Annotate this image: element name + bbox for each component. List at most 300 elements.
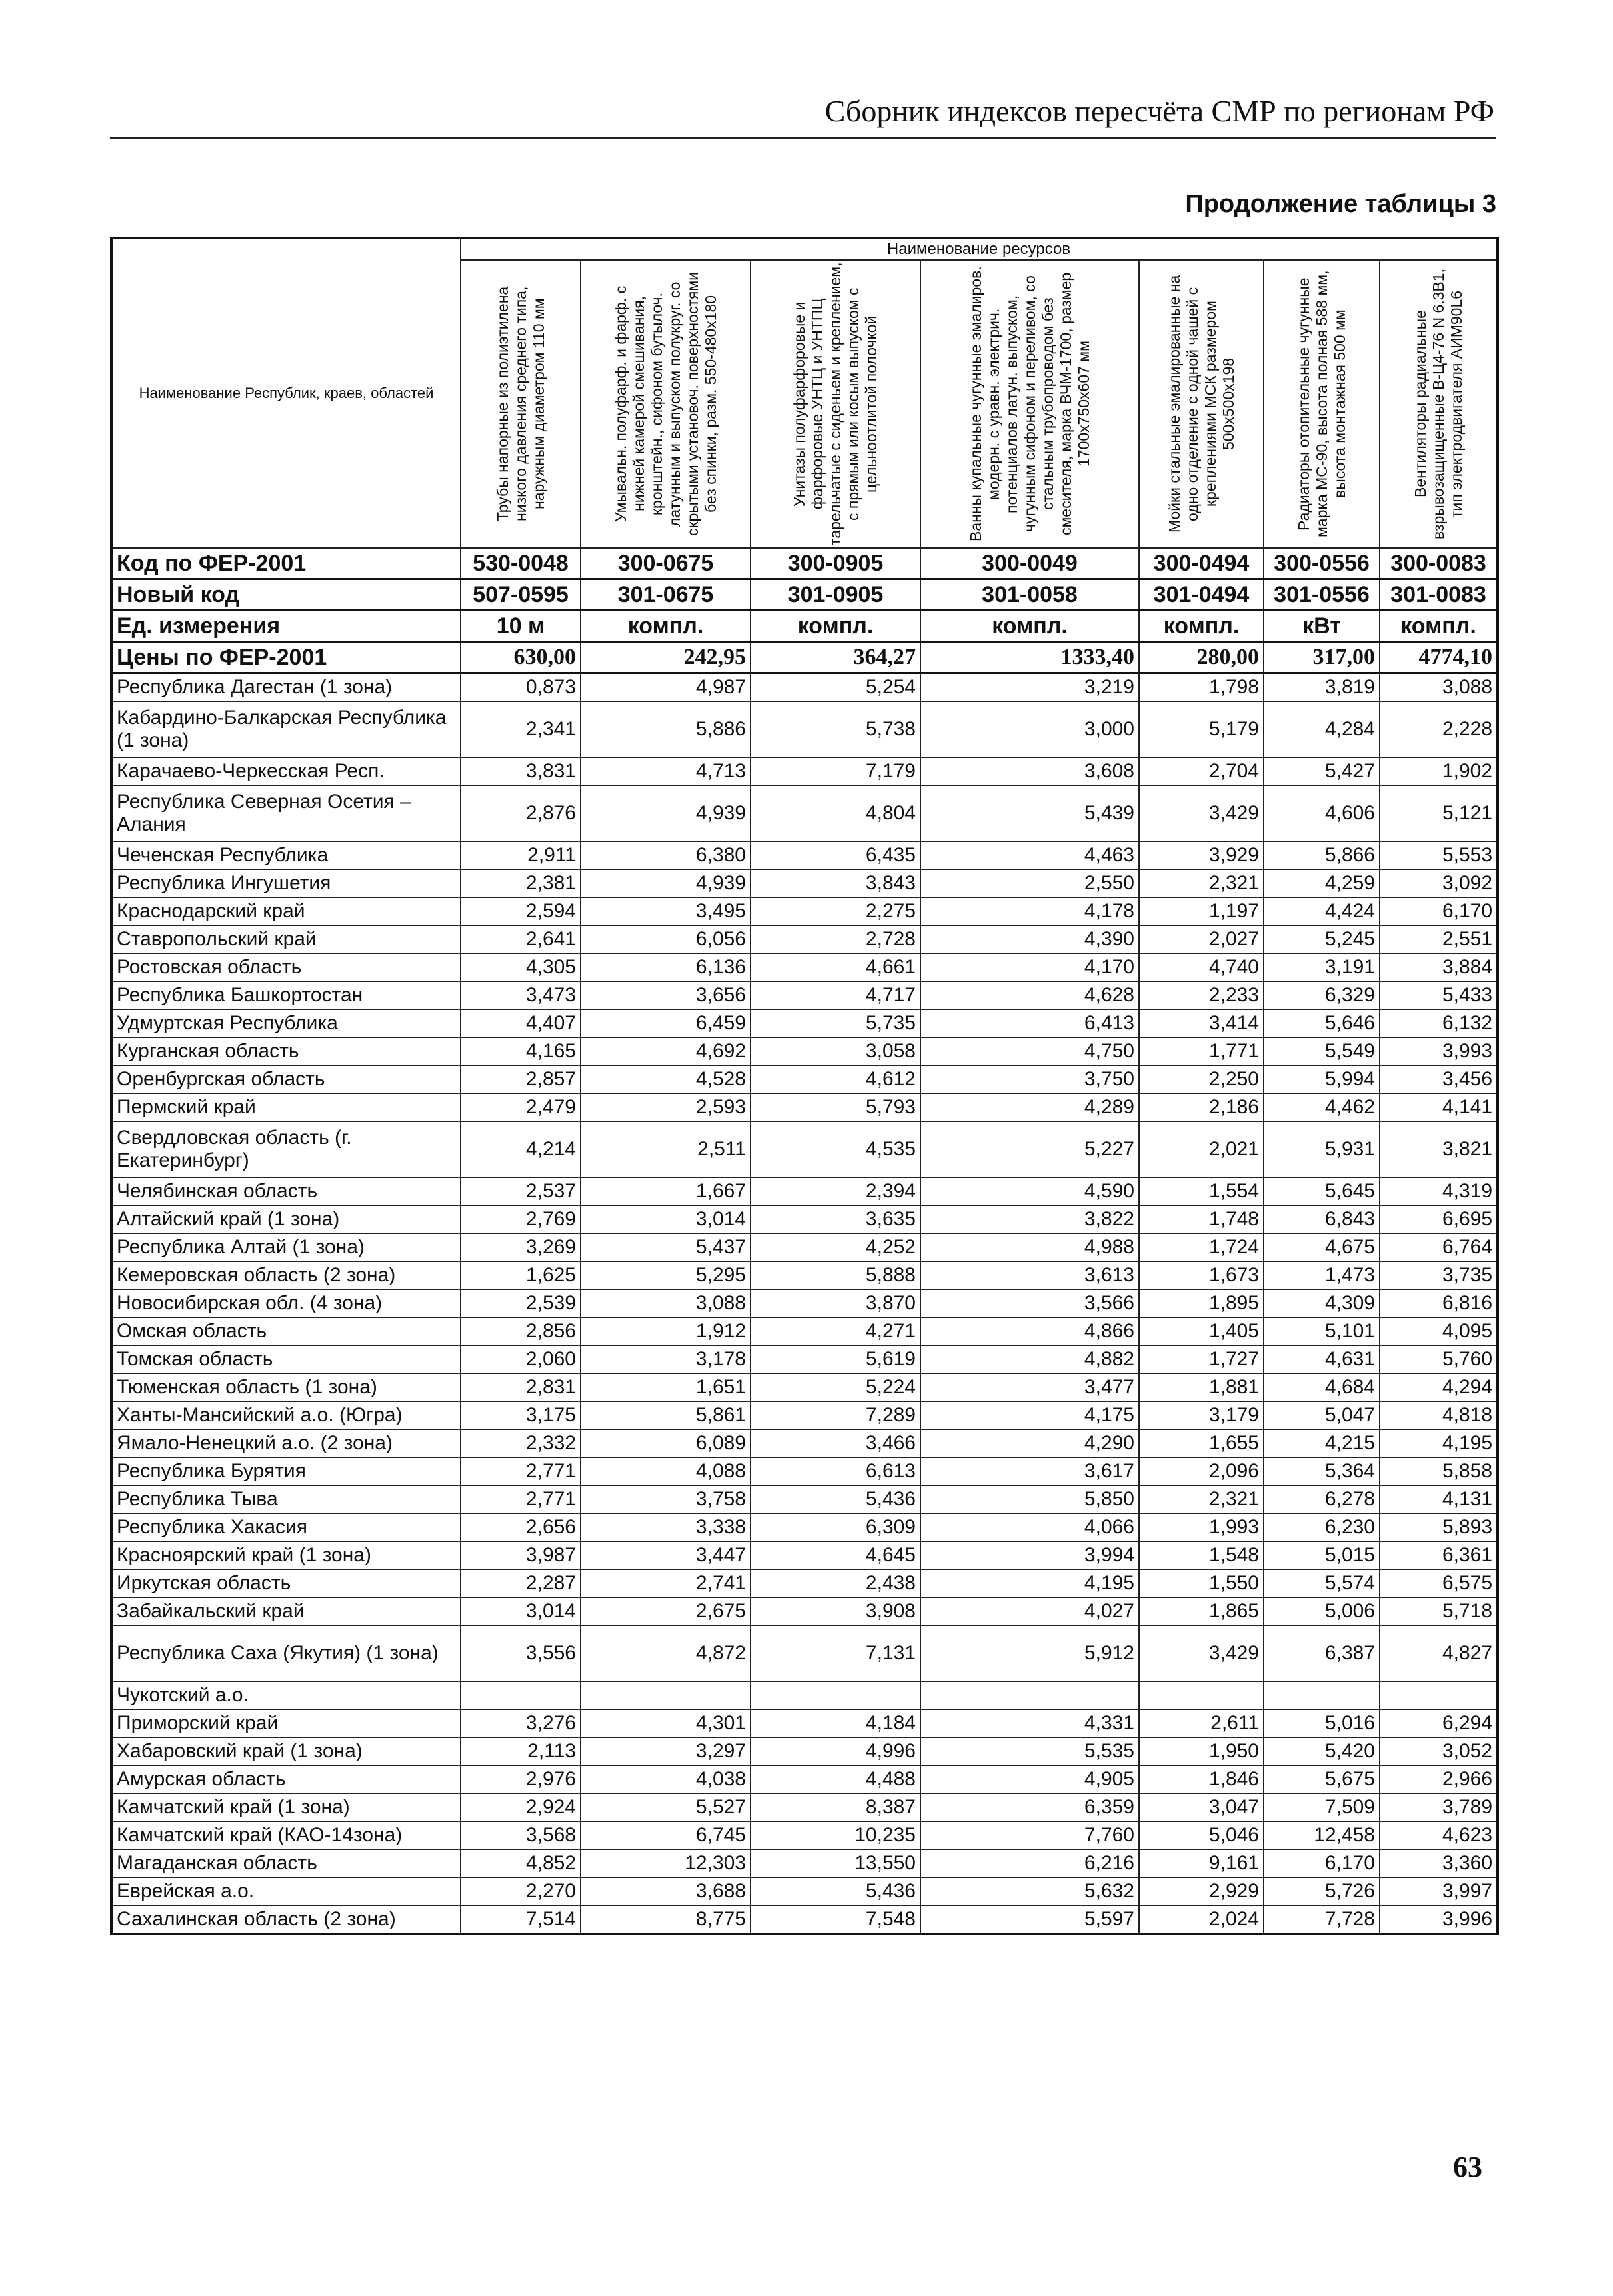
index-value: 4,038	[581, 1765, 751, 1793]
index-value: 2,741	[581, 1569, 751, 1597]
index-value: 4,463	[920, 841, 1139, 869]
index-value: 3,617	[920, 1457, 1139, 1485]
index-value: 1,651	[581, 1373, 751, 1401]
table-row	[111, 869, 1498, 897]
table-row	[111, 953, 1498, 981]
index-value: 4,294	[1380, 1373, 1498, 1401]
index-value: 3,821	[1380, 1121, 1498, 1177]
table-continuation-title: Продолжение таблицы 3	[1185, 190, 1496, 218]
table-row	[111, 1065, 1498, 1093]
index-value	[920, 1681, 1139, 1709]
region-name: Чукотский а.о.	[111, 1681, 461, 1709]
code-cell: компл.	[1139, 611, 1264, 642]
index-value: 7,760	[920, 1821, 1139, 1849]
index-value: 2,539	[461, 1289, 581, 1317]
index-value: 4,027	[920, 1597, 1139, 1625]
index-value: 1,865	[1139, 1597, 1264, 1625]
index-value: 4,818	[1380, 1401, 1498, 1429]
index-value: 2,021	[1139, 1121, 1264, 1177]
index-value: 3,819	[1264, 673, 1380, 702]
index-value: 4,175	[920, 1401, 1139, 1429]
index-value: 10,235	[751, 1821, 920, 1849]
index-value: 3,656	[581, 981, 751, 1009]
table-row	[111, 981, 1498, 1009]
index-value: 4,289	[920, 1093, 1139, 1121]
index-value: 3,994	[920, 1541, 1139, 1569]
index-value: 4,141	[1380, 1093, 1498, 1121]
index-value: 3,058	[751, 1037, 920, 1065]
index-value: 5,858	[1380, 1457, 1498, 1485]
index-value: 2,381	[461, 869, 581, 897]
index-value: 1,197	[1139, 897, 1264, 925]
region-name: Тюменская область (1 зона)	[111, 1373, 461, 1401]
index-value: 5,619	[751, 1345, 920, 1373]
index-value: 3,456	[1380, 1065, 1498, 1093]
index-value: 2,511	[581, 1121, 751, 1177]
index-value: 5,735	[751, 1009, 920, 1037]
index-value: 2,394	[751, 1177, 920, 1205]
index-value: 3,088	[1380, 673, 1498, 702]
index-value: 2,537	[461, 1177, 581, 1205]
index-value: 4,684	[1264, 1373, 1380, 1401]
region-name: Республика Башкортостан	[111, 981, 461, 1009]
region-name: Хабаровский край (1 зона)	[111, 1737, 461, 1765]
index-value: 2,233	[1139, 981, 1264, 1009]
index-value: 6,089	[581, 1429, 751, 1457]
index-value: 4,882	[920, 1345, 1139, 1373]
index-value: 3,473	[461, 981, 581, 1009]
region-name: Ямало-Ненецкий а.о. (2 зона)	[111, 1429, 461, 1457]
code-cell: 300-0049	[920, 548, 1139, 579]
index-value: 6,056	[581, 925, 751, 953]
index-value: 7,514	[461, 1905, 581, 1934]
table-row	[111, 1877, 1498, 1905]
index-value: 3,175	[461, 1401, 581, 1429]
index-value: 3,566	[920, 1289, 1139, 1317]
table-row	[111, 1429, 1498, 1457]
resource-column-header	[1380, 260, 1498, 548]
index-value: 3,014	[461, 1597, 581, 1625]
index-value: 3,613	[920, 1261, 1139, 1289]
index-value: 1,771	[1139, 1037, 1264, 1065]
region-name: Кабардино-Балкарская Республика (1 зона)	[111, 701, 461, 757]
index-value: 2,438	[751, 1569, 920, 1597]
code-cell: 4774,10	[1380, 642, 1498, 673]
index-value: 4,165	[461, 1037, 581, 1065]
index-value: 5,121	[1380, 785, 1498, 841]
index-value: 4,271	[751, 1317, 920, 1345]
region-name: Амурская область	[111, 1765, 461, 1793]
index-value: 5,675	[1264, 1765, 1380, 1793]
index-value: 2,479	[461, 1093, 581, 1121]
region-name: Республика Ингушетия	[111, 869, 461, 897]
index-value: 2,551	[1380, 925, 1498, 953]
page-number: 63	[1453, 2151, 1482, 2183]
index-value: 2,769	[461, 1205, 581, 1233]
region-name: Ставропольский край	[111, 925, 461, 953]
index-value: 4,488	[751, 1765, 920, 1793]
region-name: Свердловская область (г. Екатеринбург)	[111, 1121, 461, 1177]
index-value: 2,728	[751, 925, 920, 953]
table-row	[111, 1261, 1498, 1289]
index-value: 3,750	[920, 1065, 1139, 1093]
index-value: 4,331	[920, 1709, 1139, 1737]
index-value: 5,645	[1264, 1177, 1380, 1205]
code-cell: 242,95	[581, 642, 751, 673]
index-value: 3,870	[751, 1289, 920, 1317]
table-row	[111, 1289, 1498, 1317]
index-value: 3,414	[1139, 1009, 1264, 1037]
index-value: 2,228	[1380, 701, 1498, 757]
index-value: 5,046	[1139, 1821, 1264, 1849]
table-row	[111, 1709, 1498, 1737]
index-value: 1,950	[1139, 1737, 1264, 1765]
code-cell: компл.	[920, 611, 1139, 642]
table-row	[111, 1849, 1498, 1877]
row-label: Код по ФЕР-2001	[111, 548, 461, 579]
code-cell: 301-0083	[1380, 579, 1498, 611]
index-value: 4,252	[751, 1233, 920, 1261]
index-value: 5,549	[1264, 1037, 1380, 1065]
index-value: 3,191	[1264, 953, 1380, 981]
table-row	[111, 1373, 1498, 1401]
index-value: 3,088	[581, 1289, 751, 1317]
region-name: Забайкальский край	[111, 1597, 461, 1625]
index-value: 5,646	[1264, 1009, 1380, 1037]
table-row	[111, 1737, 1498, 1765]
index-value: 1,550	[1139, 1569, 1264, 1597]
row-label: Цены по ФЕР-2001	[111, 642, 461, 673]
index-value: 12,458	[1264, 1821, 1380, 1849]
index-value: 1,895	[1139, 1289, 1264, 1317]
table-row	[111, 673, 1498, 702]
index-value: 2,771	[461, 1485, 581, 1513]
index-value: 4,195	[920, 1569, 1139, 1597]
index-value: 2,275	[751, 897, 920, 925]
code-cell: компл.	[581, 611, 751, 642]
row-label: Ед. измерения	[111, 611, 461, 642]
index-value: 3,447	[581, 1541, 751, 1569]
index-value: 5,738	[751, 701, 920, 757]
table-row	[111, 1821, 1498, 1849]
region-name: Ростовская область	[111, 953, 461, 981]
index-value: 1,655	[1139, 1429, 1264, 1457]
table-row	[111, 1037, 1498, 1065]
index-value: 3,688	[581, 1877, 751, 1905]
index-value: 1,798	[1139, 673, 1264, 702]
resource-column-header	[461, 260, 581, 548]
region-name: Сахалинская область (2 зона)	[111, 1905, 461, 1934]
index-value: 6,132	[1380, 1009, 1498, 1037]
index-value: 2,113	[461, 1737, 581, 1765]
region-name: Республика Саха (Якутия) (1 зона)	[111, 1625, 461, 1681]
index-value: 5,439	[920, 785, 1139, 841]
index-value: 3,052	[1380, 1737, 1498, 1765]
code-cell: 300-0083	[1380, 548, 1498, 579]
index-value: 3,987	[461, 1541, 581, 1569]
table-row	[111, 1093, 1498, 1121]
index-value: 3,178	[581, 1345, 751, 1373]
table-row	[111, 1569, 1498, 1597]
index-value: 4,088	[581, 1457, 751, 1485]
index-value: 5,047	[1264, 1401, 1380, 1429]
index-value	[581, 1681, 751, 1709]
index-value: 7,179	[751, 757, 920, 785]
resource-name: Трубы напорные из полиэтилена низкого давления среднего типа, наружным диаметром 110 мм	[493, 286, 547, 522]
index-value: 2,675	[581, 1597, 751, 1625]
index-value: 7,548	[751, 1905, 920, 1934]
index-value: 4,852	[461, 1849, 581, 1877]
index-value: 2,250	[1139, 1065, 1264, 1093]
index-value: 4,623	[1380, 1821, 1498, 1849]
index-value: 2,911	[461, 841, 581, 869]
table-row	[111, 1625, 1498, 1681]
index-value: 6,216	[920, 1849, 1139, 1877]
code-cell: 301-0058	[920, 579, 1139, 611]
index-value: 3,758	[581, 1485, 751, 1513]
index-value: 4,424	[1264, 897, 1380, 925]
index-value	[461, 1681, 581, 1709]
index-value: 5,527	[581, 1793, 751, 1821]
index-value: 3,608	[920, 757, 1139, 785]
index-value: 3,495	[581, 897, 751, 925]
index-value: 4,301	[581, 1709, 751, 1737]
index-value: 2,924	[461, 1793, 581, 1821]
table-row	[111, 1401, 1498, 1429]
index-value: 3,735	[1380, 1261, 1498, 1289]
resource-name: Вентиляторы радиальные взрывозащищенные В-Ц4-76 N 6.3В1, тип электродвигателя АИМ90L6	[1411, 269, 1465, 539]
index-value: 3,047	[1139, 1793, 1264, 1821]
index-value: 3,466	[751, 1429, 920, 1457]
index-value: 2,966	[1380, 1765, 1498, 1793]
index-value: 3,338	[581, 1513, 751, 1541]
index-value: 6,361	[1380, 1541, 1498, 1569]
index-value: 5,433	[1380, 981, 1498, 1009]
code-row	[111, 579, 1498, 611]
index-value: 1,667	[581, 1177, 751, 1205]
code-cell: 317,00	[1264, 642, 1380, 673]
index-value: 1,554	[1139, 1177, 1264, 1205]
index-value: 12,303	[581, 1849, 751, 1877]
index-value: 7,728	[1264, 1905, 1380, 1934]
index-value: 2,704	[1139, 757, 1264, 785]
index-value: 4,987	[581, 673, 751, 702]
code-cell: 301-0556	[1264, 579, 1380, 611]
index-value: 6,136	[581, 953, 751, 981]
index-value: 8,775	[581, 1905, 751, 1934]
table-row	[111, 1541, 1498, 1569]
index-value: 4,606	[1264, 785, 1380, 841]
code-row	[111, 611, 1498, 642]
code-cell: 300-0675	[581, 548, 751, 579]
index-value: 1,473	[1264, 1261, 1380, 1289]
table-row	[111, 1681, 1498, 1709]
index-value: 4,407	[461, 1009, 581, 1037]
code-cell: 280,00	[1139, 642, 1264, 673]
index-value: 2,287	[461, 1569, 581, 1597]
table-row	[111, 1513, 1498, 1541]
code-cell: 507-0595	[461, 579, 581, 611]
table-row	[111, 1009, 1498, 1037]
index-value: 0,873	[461, 673, 581, 702]
resource-name: Ванны купальные чугунные эмалиров. модерн. с уравн. электрич. потенциалов латун. выпуском, чугунным сифоном и переливом, со стальным трубопроводом без смесителя, марка ВЧМ-1700, размер 1700х750х607 мм	[966, 266, 1092, 542]
index-value: 2,024	[1139, 1905, 1264, 1934]
index-value: 5,793	[751, 1093, 920, 1121]
index-value: 2,831	[461, 1373, 581, 1401]
code-cell: 301-0905	[751, 579, 920, 611]
code-cell: компл.	[751, 611, 920, 642]
index-value: 6,380	[581, 841, 751, 869]
resources-header: Наименование ресурсов	[461, 238, 1498, 260]
index-value: 4,309	[1264, 1289, 1380, 1317]
index-value: 5,886	[581, 701, 751, 757]
index-value: 3,822	[920, 1205, 1139, 1233]
index-value: 6,435	[751, 841, 920, 869]
region-name: Республика Бурятия	[111, 1457, 461, 1485]
index-value: 3,179	[1139, 1401, 1264, 1429]
table-row	[111, 925, 1498, 953]
index-value: 4,988	[920, 1233, 1139, 1261]
index-value: 4,535	[751, 1121, 920, 1177]
index-value: 4,095	[1380, 1317, 1498, 1345]
index-value: 3,014	[581, 1205, 751, 1233]
index-value: 4,215	[1264, 1429, 1380, 1457]
index-value: 5,850	[920, 1485, 1139, 1513]
index-value: 5,931	[1264, 1121, 1380, 1177]
index-value: 2,929	[1139, 1877, 1264, 1905]
index-value: 4,827	[1380, 1625, 1498, 1681]
index-value: 4,804	[751, 785, 920, 841]
index-value: 4,631	[1264, 1345, 1380, 1373]
index-value: 3,092	[1380, 869, 1498, 897]
index-value: 4,066	[920, 1513, 1139, 1541]
index-value: 4,290	[920, 1429, 1139, 1457]
index-value: 6,359	[920, 1793, 1139, 1821]
code-cell: 301-0675	[581, 579, 751, 611]
region-name: Томская область	[111, 1345, 461, 1373]
index-value: 5,015	[1264, 1541, 1380, 1569]
index-value: 4,939	[581, 869, 751, 897]
index-value: 2,341	[461, 701, 581, 757]
index-value: 2,096	[1139, 1457, 1264, 1485]
index-value: 4,675	[1264, 1233, 1380, 1261]
index-value: 4,284	[1264, 701, 1380, 757]
index-value: 6,387	[1264, 1625, 1380, 1681]
index-value: 4,319	[1380, 1177, 1498, 1205]
index-value: 1,846	[1139, 1765, 1264, 1793]
index-value: 2,321	[1139, 1485, 1264, 1513]
index-value: 6,816	[1380, 1289, 1498, 1317]
resource-name: Радиаторы отопительные чугунные марка МС-90, высота полная 588 мм, высота монтажная 500 мм	[1294, 270, 1348, 538]
index-value: 1,405	[1139, 1317, 1264, 1345]
index-value: 4,259	[1264, 869, 1380, 897]
index-value: 6,170	[1264, 1849, 1380, 1877]
region-name: Чеченская Республика	[111, 841, 461, 869]
index-value: 2,332	[461, 1429, 581, 1457]
region-name: Пермский край	[111, 1093, 461, 1121]
index-value: 3,568	[461, 1821, 581, 1849]
index-value: 6,745	[581, 1821, 751, 1849]
index-value: 4,390	[920, 925, 1139, 953]
index-value: 2,321	[1139, 869, 1264, 897]
table-row	[111, 1345, 1498, 1373]
region-name: Новосибирская обл. (4 зона)	[111, 1289, 461, 1317]
index-value: 5,718	[1380, 1597, 1498, 1625]
region-name: Республика Дагестан (1 зона)	[111, 673, 461, 702]
index-value: 4,661	[751, 953, 920, 981]
index-value: 4,645	[751, 1541, 920, 1569]
index-value: 6,843	[1264, 1205, 1380, 1233]
index-value: 3,276	[461, 1709, 581, 1737]
index-value: 1,881	[1139, 1373, 1264, 1401]
index-value: 6,309	[751, 1513, 920, 1541]
table-row	[111, 1905, 1498, 1934]
index-value: 2,186	[1139, 1093, 1264, 1121]
table-row	[111, 1121, 1498, 1177]
index-value: 3,831	[461, 757, 581, 785]
index-value: 7,289	[751, 1401, 920, 1429]
index-value: 3,635	[751, 1205, 920, 1233]
code-cell: 300-0556	[1264, 548, 1380, 579]
table-row	[111, 1765, 1498, 1793]
region-name: Приморский край	[111, 1709, 461, 1737]
code-cell: 301-0494	[1139, 579, 1264, 611]
index-value: 4,866	[920, 1317, 1139, 1345]
region-name: Республика Северная Осетия – Алания	[111, 785, 461, 841]
index-value: 3,929	[1139, 841, 1264, 869]
index-value: 6,459	[581, 1009, 751, 1037]
code-cell: 1333,40	[920, 642, 1139, 673]
region-name: Курганская область	[111, 1037, 461, 1065]
index-value	[1139, 1681, 1264, 1709]
index-value	[751, 1681, 920, 1709]
index-value: 2,593	[581, 1093, 751, 1121]
index-value: 4,305	[461, 953, 581, 981]
region-name: Омская область	[111, 1317, 461, 1345]
region-name: Камчатский край (1 зона)	[111, 1793, 461, 1821]
index-value: 2,856	[461, 1317, 581, 1345]
index-value: 2,876	[461, 785, 581, 841]
index-value: 5,245	[1264, 925, 1380, 953]
index-value: 2,857	[461, 1065, 581, 1093]
index-value: 2,771	[461, 1457, 581, 1485]
index-value: 1,673	[1139, 1261, 1264, 1289]
index-value: 4,996	[751, 1737, 920, 1765]
index-value: 5,760	[1380, 1345, 1498, 1373]
region-name: Республика Алтай (1 зона)	[111, 1233, 461, 1261]
index-value: 5,016	[1264, 1709, 1380, 1737]
code-cell: 630,00	[461, 642, 581, 673]
index-value: 3,884	[1380, 953, 1498, 981]
code-cell: кВт	[1264, 611, 1380, 642]
region-name: Удмуртская Республика	[111, 1009, 461, 1037]
index-value: 4,528	[581, 1065, 751, 1093]
index-value: 3,908	[751, 1597, 920, 1625]
index-value: 4,750	[920, 1037, 1139, 1065]
index-value: 5,861	[581, 1401, 751, 1429]
region-name: Красноярский край (1 зона)	[111, 1541, 461, 1569]
index-value: 3,477	[920, 1373, 1139, 1401]
region-name: Оренбургская область	[111, 1065, 461, 1093]
index-value: 5,535	[920, 1737, 1139, 1765]
index-value: 5,553	[1380, 841, 1498, 869]
index-value: 6,294	[1380, 1709, 1498, 1737]
index-value: 4,214	[461, 1121, 581, 1177]
index-value: 5,888	[751, 1261, 920, 1289]
code-row	[111, 642, 1498, 673]
region-name: Республика Хакасия	[111, 1513, 461, 1541]
index-value: 4,905	[920, 1765, 1139, 1793]
